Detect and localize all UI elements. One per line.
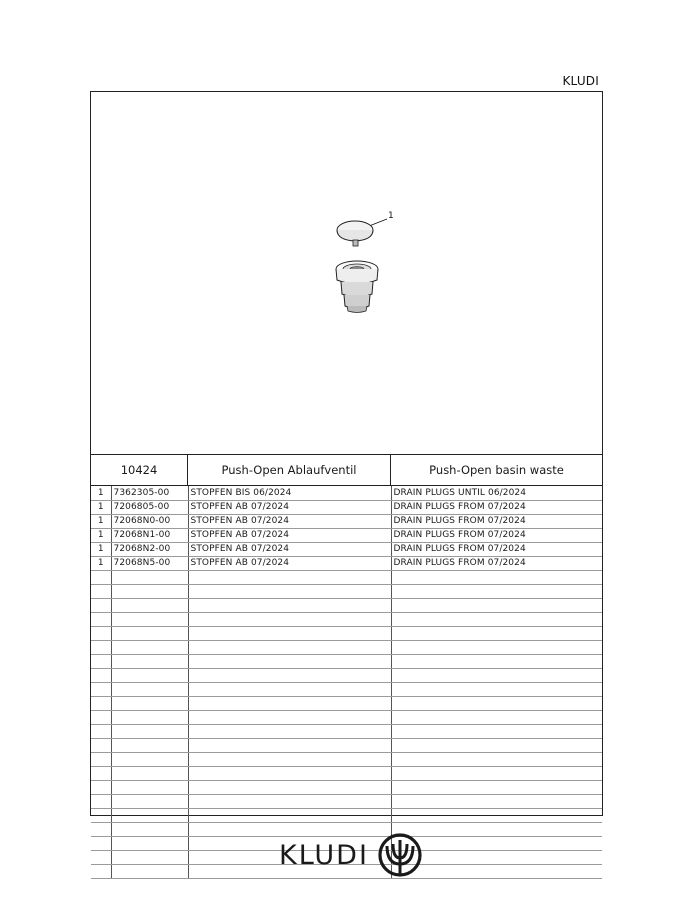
qty-cell bbox=[91, 696, 111, 710]
kludi-wave-emblem-icon bbox=[377, 832, 423, 878]
exploded-drawing bbox=[91, 92, 602, 455]
desc-en-cell bbox=[391, 612, 602, 626]
qty-cell bbox=[91, 584, 111, 598]
table-row bbox=[91, 570, 602, 584]
qty-cell: 1 bbox=[91, 556, 111, 570]
desc-en-cell bbox=[391, 626, 602, 640]
header-brand: KLUDI bbox=[562, 74, 599, 88]
desc-en-cell bbox=[391, 584, 602, 598]
desc-en-cell bbox=[391, 794, 602, 808]
qty-cell bbox=[91, 850, 111, 864]
title-row bbox=[91, 454, 602, 486]
desc-de-cell bbox=[188, 640, 391, 654]
article-cell bbox=[111, 696, 188, 710]
desc-de-cell bbox=[188, 626, 391, 640]
desc-de-cell bbox=[188, 738, 391, 752]
desc-de-cell bbox=[188, 598, 391, 612]
desc-en-cell bbox=[391, 752, 602, 766]
desc-en-cell bbox=[391, 808, 602, 822]
qty-cell bbox=[91, 682, 111, 696]
desc-de-cell bbox=[188, 584, 391, 598]
article-cell bbox=[111, 752, 188, 766]
table-row bbox=[91, 738, 602, 752]
desc-en-cell bbox=[391, 724, 602, 738]
qty-cell bbox=[91, 836, 111, 850]
desc-de-cell bbox=[188, 780, 391, 794]
desc-en-cell bbox=[391, 710, 602, 724]
qty-cell bbox=[91, 864, 111, 878]
desc-de-cell: STOPFEN AB 07/2024 bbox=[188, 542, 391, 556]
table-row bbox=[91, 780, 602, 794]
qty-cell bbox=[91, 570, 111, 584]
footer-logo bbox=[279, 832, 423, 878]
article-cell bbox=[111, 864, 188, 878]
waste-body bbox=[336, 261, 378, 313]
table-row bbox=[91, 528, 602, 542]
table-row bbox=[91, 640, 602, 654]
article-cell: 72068N0-00 bbox=[111, 514, 188, 528]
desc-en-cell: DRAIN PLUGS FROM 07/2024 bbox=[391, 500, 602, 514]
desc-en-cell bbox=[391, 640, 602, 654]
table-row bbox=[91, 556, 602, 570]
desc-de-cell: STOPFEN AB 07/2024 bbox=[188, 500, 391, 514]
table-row bbox=[91, 808, 602, 822]
desc-de-cell bbox=[188, 668, 391, 682]
article-cell bbox=[111, 668, 188, 682]
article-cell bbox=[111, 682, 188, 696]
desc-de-cell bbox=[188, 724, 391, 738]
desc-en-cell bbox=[391, 682, 602, 696]
desc-en-cell bbox=[391, 738, 602, 752]
desc-de-cell bbox=[188, 612, 391, 626]
article-cell: 7362305-00 bbox=[111, 486, 188, 500]
article-cell bbox=[111, 640, 188, 654]
article-cell bbox=[111, 794, 188, 808]
desc-de-cell bbox=[188, 794, 391, 808]
qty-cell: 1 bbox=[91, 514, 111, 528]
article-cell bbox=[111, 808, 188, 822]
qty-cell bbox=[91, 752, 111, 766]
table-row bbox=[91, 626, 602, 640]
desc-de-cell bbox=[188, 696, 391, 710]
table-row bbox=[91, 752, 602, 766]
article-number: 10424 bbox=[91, 454, 188, 485]
qty-cell bbox=[91, 626, 111, 640]
table-row bbox=[91, 584, 602, 598]
desc-de-cell: STOPFEN AB 07/2024 bbox=[188, 514, 391, 528]
table-row bbox=[91, 612, 602, 626]
desc-en-cell bbox=[391, 570, 602, 584]
qty-cell bbox=[91, 640, 111, 654]
desc-en-cell bbox=[391, 780, 602, 794]
table-row bbox=[91, 696, 602, 710]
desc-de-cell bbox=[188, 654, 391, 668]
article-cell bbox=[111, 836, 188, 850]
article-cell bbox=[111, 584, 188, 598]
desc-en-cell bbox=[391, 668, 602, 682]
desc-de-cell bbox=[188, 710, 391, 724]
desc-de-cell bbox=[188, 752, 391, 766]
desc-en-cell: DRAIN PLUGS FROM 07/2024 bbox=[391, 514, 602, 528]
table-row bbox=[91, 542, 602, 556]
qty-cell: 1 bbox=[91, 528, 111, 542]
plug-cap bbox=[337, 221, 373, 246]
desc-de-cell: STOPFEN AB 07/2024 bbox=[188, 556, 391, 570]
spare-parts-sheet bbox=[90, 91, 603, 816]
desc-de-cell: STOPFEN AB 07/2024 bbox=[188, 528, 391, 542]
desc-de-cell bbox=[188, 682, 391, 696]
desc-de-cell bbox=[188, 808, 391, 822]
qty-cell: 1 bbox=[91, 486, 111, 500]
parts-table bbox=[91, 486, 602, 879]
article-cell bbox=[111, 654, 188, 668]
qty-cell bbox=[91, 822, 111, 836]
qty-cell bbox=[91, 654, 111, 668]
table-row bbox=[91, 794, 602, 808]
desc-en-cell bbox=[391, 766, 602, 780]
desc-en-cell bbox=[391, 598, 602, 612]
article-cell: 7206805-00 bbox=[111, 500, 188, 514]
table-row bbox=[91, 724, 602, 738]
product-name-de: Push-Open Ablaufventil bbox=[188, 454, 391, 485]
table-row bbox=[91, 486, 602, 500]
article-cell bbox=[111, 724, 188, 738]
qty-cell bbox=[91, 668, 111, 682]
table-row bbox=[91, 500, 602, 514]
table-row bbox=[91, 654, 602, 668]
article-cell bbox=[111, 766, 188, 780]
qty-cell bbox=[91, 794, 111, 808]
desc-en-cell: DRAIN PLUGS FROM 07/2024 bbox=[391, 528, 602, 542]
article-cell bbox=[111, 850, 188, 864]
table-row bbox=[91, 598, 602, 612]
article-cell bbox=[111, 780, 188, 794]
article-cell bbox=[111, 570, 188, 584]
qty-cell: 1 bbox=[91, 542, 111, 556]
article-cell bbox=[111, 626, 188, 640]
callout-number: 1 bbox=[388, 211, 394, 221]
desc-de-cell bbox=[188, 570, 391, 584]
article-cell bbox=[111, 598, 188, 612]
article-cell bbox=[111, 612, 188, 626]
qty-cell bbox=[91, 766, 111, 780]
qty-cell bbox=[91, 808, 111, 822]
qty-cell bbox=[91, 724, 111, 738]
qty-cell bbox=[91, 598, 111, 612]
article-cell: 72068N2-00 bbox=[111, 542, 188, 556]
desc-en-cell bbox=[391, 696, 602, 710]
qty-cell bbox=[91, 612, 111, 626]
article-cell: 72068N5-00 bbox=[111, 556, 188, 570]
desc-de-cell: STOPFEN BIS 06/2024 bbox=[188, 486, 391, 500]
desc-en-cell: DRAIN PLUGS UNTIL 06/2024 bbox=[391, 486, 602, 500]
table-row bbox=[91, 682, 602, 696]
table-row bbox=[91, 766, 602, 780]
product-name-en: Push-Open basin waste bbox=[429, 462, 564, 477]
qty-cell bbox=[91, 710, 111, 724]
desc-en-cell: DRAIN PLUGS FROM 07/2024 bbox=[391, 556, 602, 570]
article-cell bbox=[111, 822, 188, 836]
table-row bbox=[91, 668, 602, 682]
desc-de-cell bbox=[188, 766, 391, 780]
drain-plug-illustration bbox=[91, 92, 602, 454]
article-cell bbox=[111, 710, 188, 724]
qty-cell: 1 bbox=[91, 500, 111, 514]
qty-cell bbox=[91, 780, 111, 794]
desc-en-cell: DRAIN PLUGS FROM 07/2024 bbox=[391, 542, 602, 556]
table-row bbox=[91, 514, 602, 528]
logo-wordmark: KLUDI bbox=[279, 839, 369, 871]
article-cell: 72068N1-00 bbox=[111, 528, 188, 542]
desc-en-cell bbox=[391, 654, 602, 668]
qty-cell bbox=[91, 738, 111, 752]
table-row bbox=[91, 710, 602, 724]
article-cell bbox=[111, 738, 188, 752]
